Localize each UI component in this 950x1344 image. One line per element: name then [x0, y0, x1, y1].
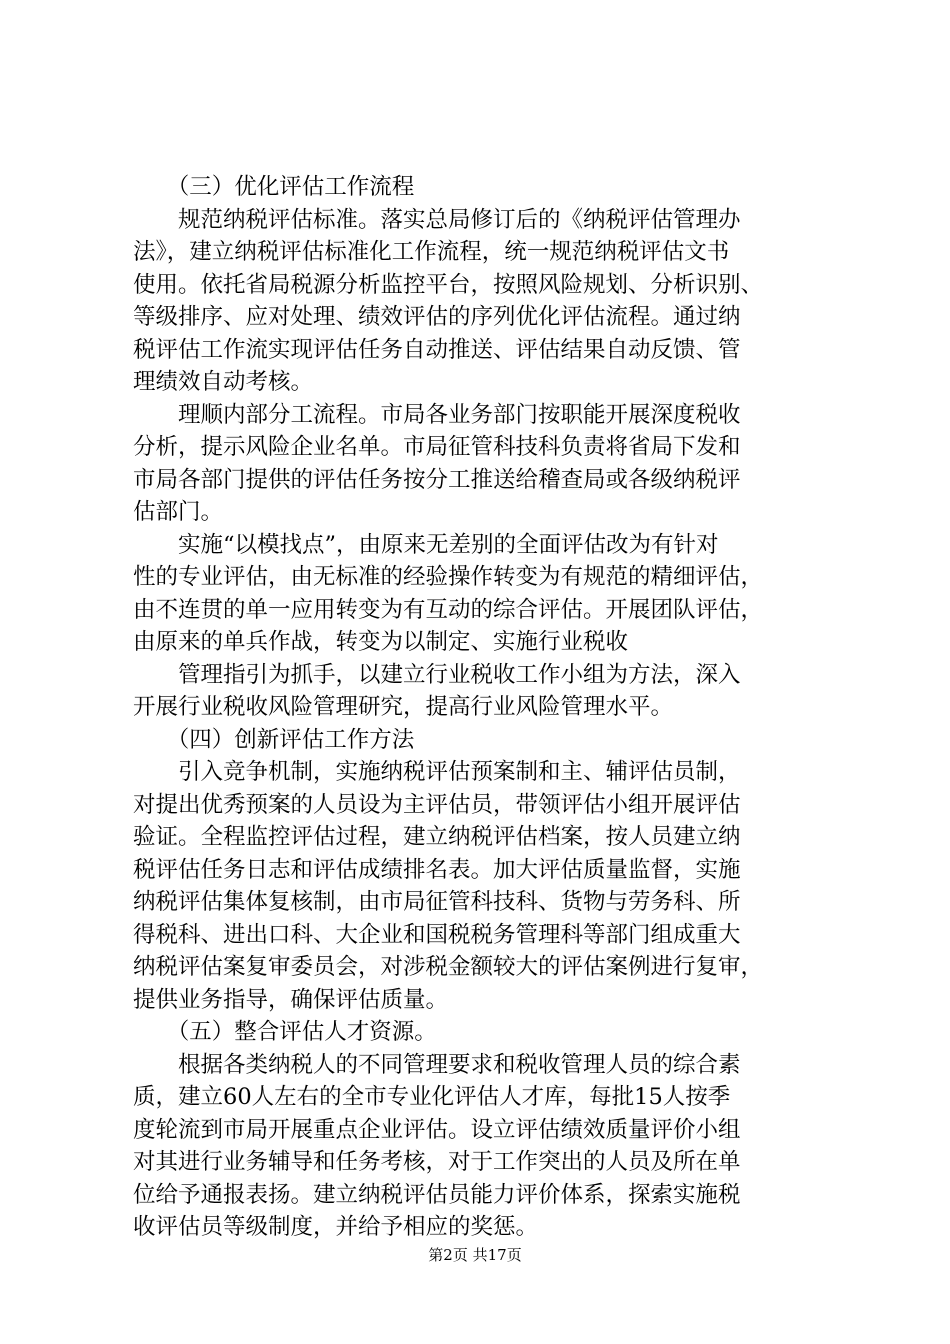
text-line: 估部门。 [133, 499, 224, 525]
text-line: 等级排序、应对处理、绩效评估的序列优化评估流程。通过纳 [133, 304, 741, 330]
text-line: 度轮流到市局开展重点企业评估。设立评估绩效质量评价小组 [133, 1116, 741, 1143]
text-line: 对其进行业务辅导和任务考核，对于工作突出的人员及所在单 [133, 1149, 741, 1175]
section-heading-3: （三）优化评估工作流程 [133, 174, 415, 200]
text-line: 管理指引为抓手，以建立行业税收工作小组为方法，深入 [133, 661, 741, 688]
text-line: 理顺内部分工流程。市局各业务部门按职能开展深度税收 [133, 401, 741, 428]
text-line: 规范纳税评估标准。落实总局修订后的《纳税评估管理办 [133, 206, 741, 233]
text-line: 对提出优秀预案的人员设为主评估员，带领评估小组开展评估 [133, 791, 741, 818]
page-number-footer: 第2页 共17页 [428, 1246, 522, 1264]
text-line: 纳税评估集体复核制，由市局征管科技科、货物与劳务科、所 [133, 889, 741, 915]
text-line: 理绩效自动考核。 [133, 369, 314, 395]
text-line: 性的专业评估，由无标准的经验操作转变为有规范的精细评估， [133, 564, 764, 590]
text-line: 开展行业税收风险管理研究，提高行业风险管理水平。 [133, 694, 674, 720]
section-heading-5: （五）整合评估人才资源。 [133, 1019, 437, 1045]
text-line: 提供业务指导，确保评估质量。 [133, 986, 449, 1013]
text-line: 位给予通报表扬。建立纳税评估员能力评价体系，探索实施税 [133, 1181, 741, 1208]
text-line: 法》，建立纳税评估标准化工作流程，统一规范纳税评估文书 [133, 239, 730, 265]
text-line: 得税科、进出口科、大企业和国税税务管理科等部门组成重大 [133, 921, 741, 948]
text-line: 验证。全程监控评估过程，建立纳税评估档案，按人员建立纳 [133, 824, 741, 850]
text-line: 质，建立60人左右的全市专业化评估人才库，每批15人按季 [133, 1084, 731, 1110]
text-line: 市局各部门提供的评估任务按分工推送给稽查局或各级纳税评 [133, 466, 741, 493]
text-line: 使用。依托省局税源分析监控平台，按照风险规划、分析识别、 [133, 271, 764, 298]
text-line: 根据各类纳税人的不同管理要求和税收管理人员的综合素 [133, 1051, 741, 1078]
section-heading-4: （四）创新评估工作方法 [133, 726, 415, 753]
text-line: 分析，提示风险企业名单。市局征管科技科负责将省局下发和 [133, 434, 741, 460]
text-line: 由不连贯的单一应用转变为有互动的综合评估。开展团队评估， [133, 596, 764, 623]
text-line: 税评估工作流实现评估任务自动推送、评估结果自动反馈、管 [133, 336, 741, 363]
text-line: 税评估任务日志和评估成绩排名表。加大评估质量监督，实施 [133, 856, 741, 883]
text-line: 引入竞争机制，实施纳税评估预案制和主、辅评估员制， [133, 759, 741, 785]
document-body [133, 171, 833, 1244]
text-line: 由原来的单兵作战，转变为以制定、实施行业税收 [133, 629, 629, 655]
text-line: 纳税评估案复审委员会，对涉税金额较大的评估案例进行复审， [133, 954, 764, 980]
text-line: 收评估员等级制度，并给予相应的奖惩。 [133, 1214, 539, 1240]
text-line: 实施“以模找点”，由原来无差别的全面评估改为有针对 [133, 531, 719, 558]
